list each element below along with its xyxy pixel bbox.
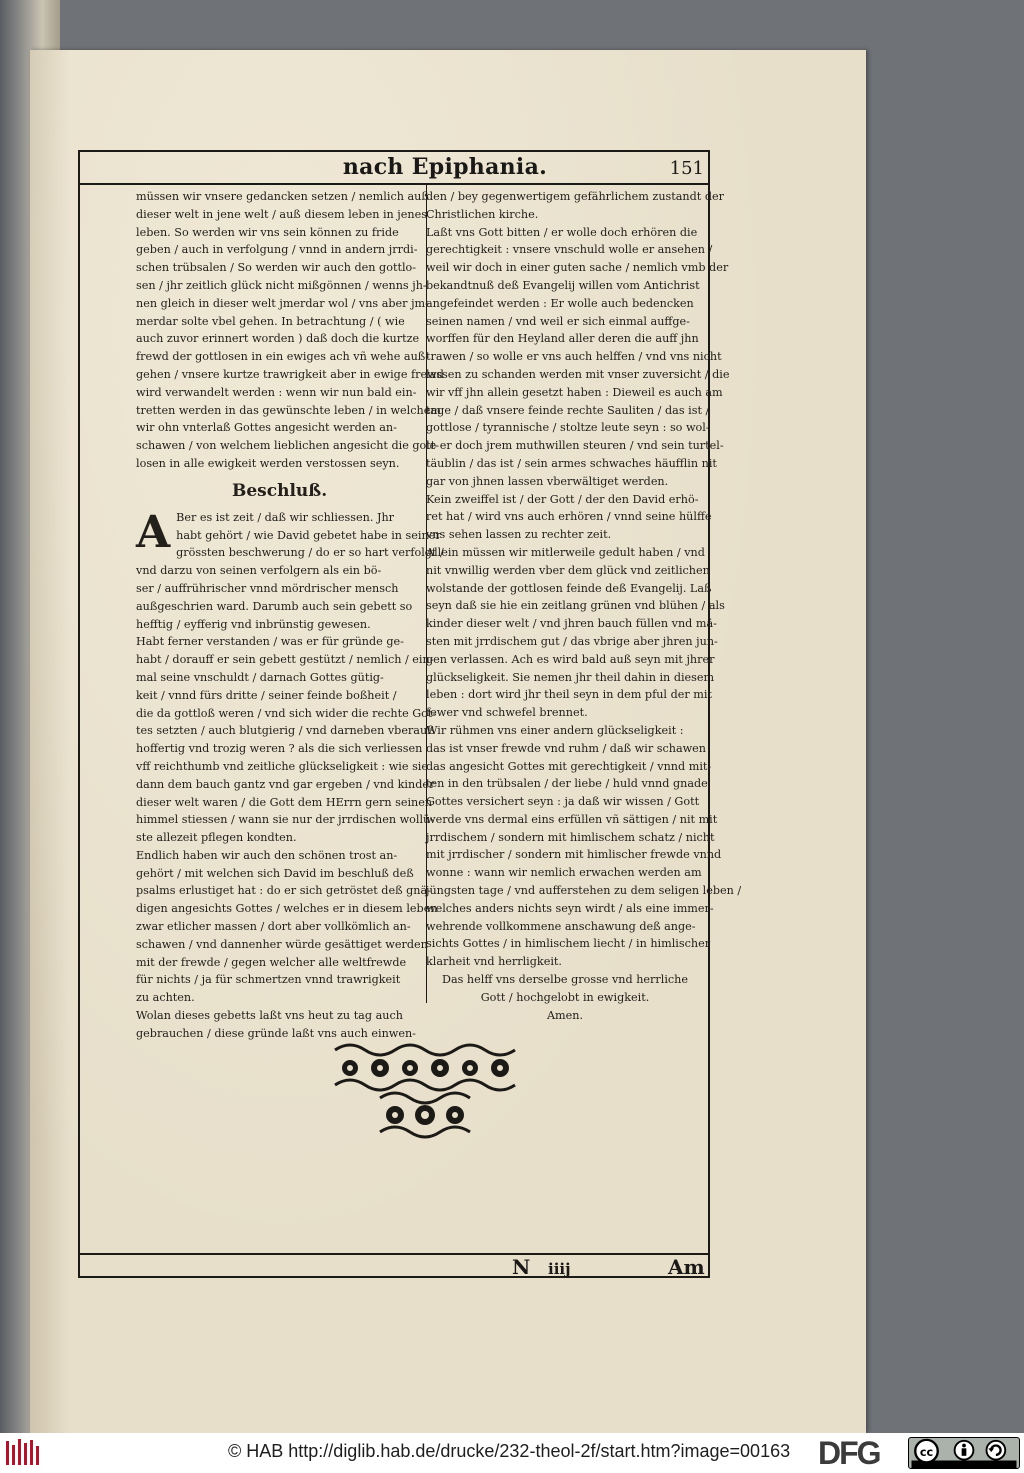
right-paragraphs xyxy=(426,188,742,971)
text-line: Allein müssen wir mitlerweile gedult haben / vnd xyxy=(426,545,705,559)
text-line: müssen wir vnsere gedancken setzen / nemlich auß xyxy=(136,190,429,203)
text-line: ret hat / wird vns auch erhören / vnnd seine hülffe xyxy=(426,510,712,524)
text-line: tage / daß vnsere feinde rechte Sauliten / das ist / xyxy=(426,403,710,417)
text-line: die da gottloß weren / vnd sich wider die rechte Got- xyxy=(136,706,437,720)
sa-icon xyxy=(987,1441,1006,1460)
text-line: digen angesichts Gottes / welches er in diesem leben xyxy=(136,902,438,916)
text-line: wir ohn vnterlaß Gottes angesicht werden an- xyxy=(136,421,397,435)
text-line: vff reichthumb vnd zeitliche glückseligkeit : wie sie xyxy=(136,759,429,773)
text-line: gebrauchen / diese gründe laßt vns auch einwen- xyxy=(136,1026,416,1040)
text-line: merdar solte vbel gehen. In betrachtung / ( wie xyxy=(136,314,405,328)
text-line: das angesicht Gottes mit gerechtigkeit / vnnd mit- xyxy=(426,759,712,773)
signature-number: iiij xyxy=(548,1260,571,1278)
text-line: habt / dorauff er sein gebett gestützt / nemlich / ein- xyxy=(136,653,434,667)
text-line: worffen für den Heyland aller deren die auff jhn xyxy=(426,332,699,346)
text-line: tretten werden in das gewünschte leben / in welchem xyxy=(136,403,441,417)
text-line: nen gleich in dieser welt jmerdar wol / vns aber jm- xyxy=(136,296,429,310)
text-line: geben / auch in verfolgung / vnnd in andern jrrdi- xyxy=(136,243,418,257)
footer-rule xyxy=(78,1253,710,1255)
text-line: losen in alle ewigkeit werden verstossen seyn. xyxy=(136,456,400,470)
catchword: Am xyxy=(668,1255,705,1279)
text-line: leben : dort wird jhr theil seyn in dem pful der mit xyxy=(426,688,712,702)
text-line: wolstande der gottlosen feinde deß Evangelij. Laß xyxy=(426,581,712,595)
text-line: wird verwandelt werden : wenn wir nun bald ein- xyxy=(136,385,417,399)
text-line: bekandtnuß deß Evangelij willen vom Antichrist xyxy=(426,278,700,292)
text-line: leben. So werden wir vns sein können zu fride xyxy=(136,225,399,239)
text-line: auch zuvor erinnert worden ) daß doch die kurtze xyxy=(136,332,420,346)
text-line: vnd darzu von seinen verfolgern als ein bö- xyxy=(136,564,382,578)
text-line: jrrdischem / sondern mit himlischem schatz / nicht xyxy=(426,830,715,844)
text-line: Ber es ist zeit / daß wir schliessen. Jhr xyxy=(176,510,395,524)
text-line: ten in den trübsalen / der liebe / huld vnnd gnade xyxy=(426,777,708,791)
text-line: vns sehen lassen zu rechter zeit. xyxy=(426,528,612,542)
text-line: glückseligkeit. Sie nemen jhr theil dahin in diesem xyxy=(426,670,715,684)
text-line: Kein zweiffel ist / der Gott / der den David erhö- xyxy=(426,492,699,506)
running-head: nach Epiphania. xyxy=(342,154,548,180)
text-line: wehrende vollkommene anschawung deß ange- xyxy=(426,919,696,933)
text-line: gar von jhnen lassen vberwältiget werden. xyxy=(426,474,669,488)
text-line: habt gehört / wie David gebetet habe in seiner xyxy=(176,528,441,542)
text-line: zwar etlicher massen / dort aber vollkömlich an- xyxy=(136,920,411,934)
text-line: Wir rühmen vns einer andern glückseligkeit : xyxy=(426,723,684,737)
cc-icon xyxy=(915,1440,938,1463)
signature-mark: N xyxy=(512,1255,531,1279)
text-line: seyn daß sie hie ein zeitlang grünen vnd blühen / als xyxy=(426,599,725,613)
copyright-link[interactable]: © HAB http://diglib.hab.de/drucke/232-theol-2f/start.htm?image=00163 xyxy=(228,1441,791,1461)
ornament-vignette xyxy=(330,1040,520,1140)
text-line: trawen / so wolle er vns auch helffen / vnd vns nicht xyxy=(426,350,722,364)
text-line: tes setzten / auch blutgierig / vnd darneben vberauß xyxy=(136,724,435,738)
text-line: keit / vnnd fürs dritte / seiner feinde boßheit / xyxy=(136,688,397,702)
text-line: himmel stiessen / wann sie nur der jrrdischen wollü- xyxy=(136,813,435,827)
left-column xyxy=(136,188,444,1043)
text-line: wonne : wann wir nemlich erwachen werden am xyxy=(426,866,702,880)
text-line: Gott / hochgelobt in ewigkeit. xyxy=(480,990,650,1004)
left-paragraph-1 xyxy=(136,188,444,473)
text-line: le er doch jrem muthwillen steuren / vnd sein turtel- xyxy=(426,439,724,453)
text-line: mit jrrdischer / sondern mit himlischer frewde vnnd xyxy=(426,848,722,862)
text-line: nit vnwillig werden vber dem glück vnd zeitlichen xyxy=(426,563,710,577)
drop-initial: A xyxy=(136,506,171,558)
text-line: schawen / von welchem lieblichen angesicht die gott- xyxy=(136,439,440,453)
text-line: für nichts / ja für schmertzen vnnd trawrigkeit xyxy=(136,973,401,987)
text-line: hefftig / eyfferig vnd inbrünstig gewesen. xyxy=(136,617,371,631)
text-line: sen / jhr zeitlich glück nicht mißgönnen / wenns jh- xyxy=(136,278,427,292)
text-line: hoffertig vnd trozig weren ? als die sich verliessen xyxy=(136,742,423,756)
text-line: jüngsten tage / vnd aufferstehen zu dem seligen leben / xyxy=(426,884,742,898)
text-line: Laßt vns Gott bitten / er wolle doch erhören die xyxy=(426,225,698,239)
right-column xyxy=(426,188,742,1024)
text-line: klarheit vnd herrligkeit. xyxy=(426,955,562,969)
hab-logo-icon[interactable] xyxy=(4,1437,44,1469)
text-line: ser / auffrührischer vnnd mördrischer mensch xyxy=(136,581,399,595)
text-line: zu achten. xyxy=(136,991,195,1005)
text-line: gerechtigkeit : vnsere vnschuld wolle er ansehen / xyxy=(426,243,713,257)
text-line: sichts Gottes / in himlischem liecht / in himlischer xyxy=(426,937,711,951)
by-icon xyxy=(955,1441,974,1460)
text-line: außgeschrien ward. Darumb auch sein gebett so xyxy=(136,599,413,613)
header-rule xyxy=(78,183,710,185)
text-line: fewer vnd schwefel brennet. xyxy=(426,706,588,720)
text-line: gottlose / tyrannische / stoltze leute seyn : so wol- xyxy=(426,421,710,435)
text-line: Wolan dieses gebetts laßt vns heut zu tag auch xyxy=(136,1009,403,1023)
text-line: Endlich haben wir auch den schönen trost an- xyxy=(136,848,398,862)
text-line: ste allezeit pflegen kondten. xyxy=(136,831,297,845)
text-line: gehen / vnsere kurtze trawrigkeit aber in ewige frewd xyxy=(136,367,444,381)
text-line: sten mit jrrdischem gut / das vbrige aber jhren jun- xyxy=(426,634,718,648)
text-line: den / bey gegenwertigem gefährlichem zustandt der xyxy=(426,190,724,203)
text-line: kinder dieser welt / vnd jhren bauch füllen vnd mä- xyxy=(426,617,717,631)
text-line: mal seine vnschuldt / darnach Gottes gütig- xyxy=(136,670,384,684)
text-line: psalms erlustiget hat : do er sich getröstet deß gnä- xyxy=(136,884,431,898)
closing-blessing xyxy=(426,971,704,1024)
section-title: Beschluß. xyxy=(232,480,328,501)
text-line: Amen. xyxy=(546,1008,584,1022)
text-line: Gottes versichert seyn : ja daß wir wissen / Gott xyxy=(426,795,700,809)
text-line: weil wir doch in einer guten sache / nemlich vmb der xyxy=(426,261,729,275)
text-line: lassen zu schanden werden mit vnser zuversicht / die xyxy=(426,367,730,381)
text-line: angefeindet werden : Er wolle auch bedencken xyxy=(426,296,694,310)
text-line: wir vff jhn allein gesetzt haben : Dieweil es auch am xyxy=(426,385,723,399)
text-line: schawen / vnd dannenher würde gesättiget werden xyxy=(136,937,428,951)
page-number: 151 xyxy=(669,158,704,179)
text-line: schen trübsalen / So werden wir auch den gottlo- xyxy=(136,261,417,275)
text-line: mit der frewde / gegen welcher alle weltfrewde xyxy=(136,955,407,969)
text-line: dieser welt waren / die Gott dem HErrn gern seinen xyxy=(136,795,433,809)
text-line: dieser welt in jene welt / auß diesem leben in jenes xyxy=(136,207,427,221)
cc-license-badge[interactable] xyxy=(908,1437,1020,1469)
text-line: werde vns dermal eins erfüllen vñ sättigen / nit mit xyxy=(426,812,718,826)
text-line: täublin / das ist / sein armes schwaches häufflin nit xyxy=(426,456,717,470)
text-line: frewd der gottlosen in ein ewiges ach vñ wehe auß- xyxy=(136,350,430,364)
left-paragraph-2 xyxy=(136,506,444,1043)
text-line: das ist vnser frewde vnd ruhm / daß wir schawen xyxy=(426,741,707,755)
text-line: seinen namen / vnd weil er sich einmal auffge- xyxy=(426,314,690,328)
text-line: dann dem bauch gantz vnd gar ergeben / vnd kinder xyxy=(136,777,435,791)
text-line: welches anders nichts seyn wirdt / als eine immer- xyxy=(426,901,714,915)
text-line: Habt ferner verstanden / was er für gründe ge- xyxy=(136,635,404,649)
text-line: gen verlassen. Ach es wird bald auß seyn mit jhrer xyxy=(426,652,715,666)
dfg-logo[interactable]: DFG xyxy=(818,1435,880,1471)
text-line: Christlichen kirche. xyxy=(426,207,539,221)
viewer-footer-bar xyxy=(0,1433,1024,1473)
text-line: Das helff vns derselbe grosse vnd herrliche xyxy=(442,973,688,987)
text-line: gehört / mit welchen sich David im beschluß deß xyxy=(136,866,414,880)
text-line: grössten beschwerung / do er so hart verfolgt / xyxy=(176,546,444,560)
svg-text:cc: cc xyxy=(919,1445,934,1459)
